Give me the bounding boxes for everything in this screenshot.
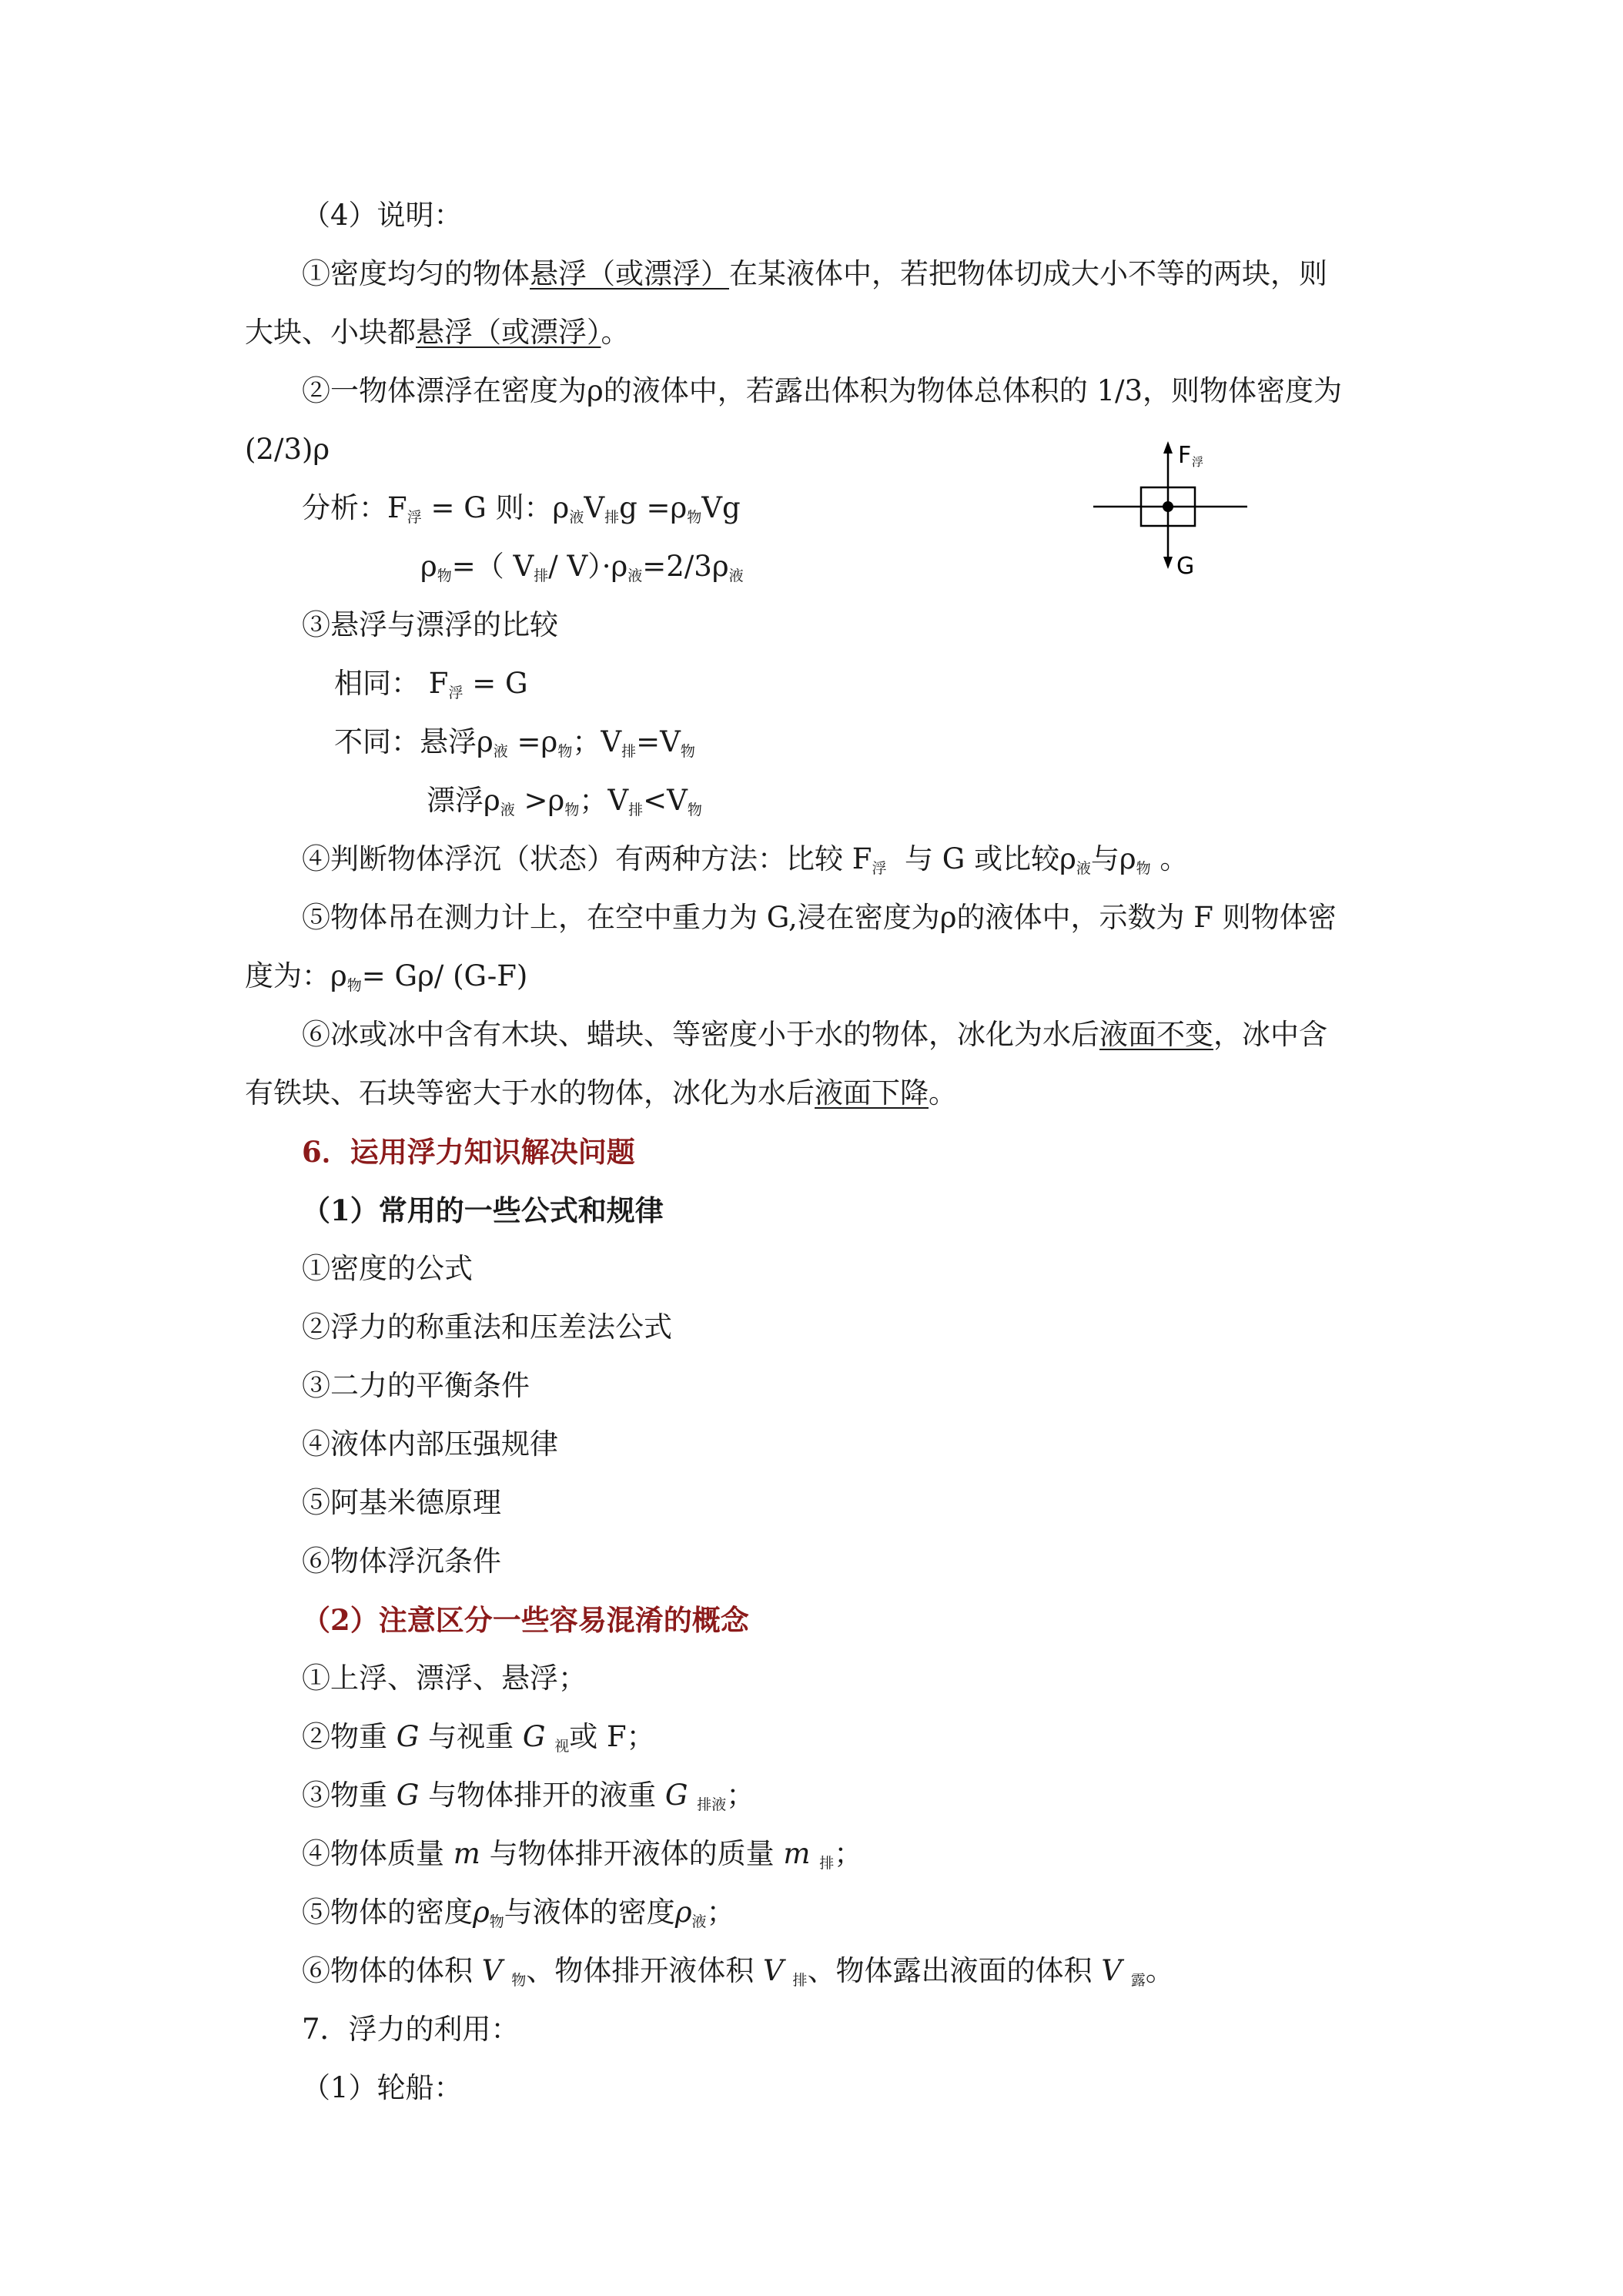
- formula-line: 相同： $F_浮 = G$: [334, 667, 528, 701]
- text: 。: [601, 316, 630, 349]
- paragraph-line: [245, 314, 630, 351]
- section-title: 6．运用浮力知识解决问题: [302, 1135, 635, 1169]
- formula-line: $\rho_物=$（ $V_排/$ $V)\cdot\rho_液=2/3\rho_液$: [420, 550, 744, 584]
- subsection-title: （2）注意区分一些容易混淆的概念: [302, 1603, 749, 1637]
- paragraph-line: [302, 256, 1327, 293]
- formula-line: 度为：$\rho_物= G\rho/$ (G-F): [245, 959, 528, 994]
- paragraph-line: ⑥冰或冰中含有木块、蜡块、等密度小于水的物体，冰化为水后液面不变，冰中含: [302, 1018, 1327, 1051]
- underlined-text: 悬浮（或漂浮）: [416, 316, 601, 349]
- section-title: 7．浮力的利用：: [302, 2013, 520, 2046]
- list-item: ⑥物体浮沉条件: [302, 1545, 501, 1578]
- list-item: ①上浮、漂浮、悬浮；: [302, 1662, 587, 1695]
- buoyancy-label: F: [1178, 442, 1192, 469]
- underlined-text: 液面下降: [815, 1076, 929, 1110]
- text: ①密度均匀的物体: [302, 257, 530, 290]
- list-item: ⑤物体的密度$\rho_物$与液体的密度$\rho_液$；: [302, 1896, 735, 1930]
- list-item: ④物体质量 m 与物体排开液体的质量 m $_排$；: [302, 1837, 863, 1872]
- subsection-title: （1）轮船：: [302, 2071, 463, 2104]
- buoyancy-sub-label: 浮: [1192, 455, 1204, 469]
- paragraph-line: ⑤物体吊在测力计上，在空中重力为 G,浸在密度为ρ的液体中，示数为 F 则物体密: [302, 901, 1337, 934]
- subsection-title: （1）常用的一些公式和规律: [302, 1193, 664, 1227]
- formula-line: 漂浮$\rho_液 >\rho_物$；$V_排<V_物$: [427, 784, 702, 818]
- formula-line: 分析：$F_浮 = G$ 则：$\rho_液V_排g =\rho_物Vg$: [302, 491, 741, 526]
- arrow-up-icon: [1163, 441, 1173, 454]
- center-dot: [1163, 501, 1173, 512]
- arrow-down-icon: [1163, 557, 1173, 569]
- underlined-text: 悬浮（或漂浮）: [530, 257, 729, 290]
- list-item: ①密度的公式: [302, 1252, 473, 1285]
- formula-line: 不同：悬浮$\rho_液 =\rho_物$；$V_排=V_物$: [334, 725, 695, 760]
- list-item: ②浮力的称重法和压差法公式: [302, 1310, 672, 1344]
- paragraph-line: ④判断物体浮沉（状态）有两种方法：比较 $F_浮$ 与 G 或比较$\rho_液$与$\rho_物$ 。: [302, 842, 1189, 877]
- paragraph-line: ③悬浮与漂浮的比较: [302, 608, 558, 641]
- text: 在某液体中，若把物体切成大小不等的两块，则: [729, 257, 1327, 290]
- paragraph-line: (2/3)ρ: [245, 433, 330, 466]
- section-heading: （4）说明：: [302, 199, 463, 232]
- paragraph-line: 有铁块、石块等密大于水的物体，冰化为水后液面下降。: [245, 1076, 957, 1110]
- list-item: ④液体内部压强规律: [302, 1427, 558, 1461]
- list-item: ③物重 G 与物体排开的液重 G $_{排液}$；: [302, 1779, 755, 1813]
- underlined-text: 液面不变: [1099, 1018, 1213, 1051]
- list-item: ③二力的平衡条件: [302, 1369, 530, 1402]
- paragraph-line: ②一物体漂浮在密度为ρ的液体中，若露出体积为物体总体积的 1/3，则物体密度为: [302, 374, 1343, 407]
- list-item: ⑥物体的体积 V $_物$、物体排开液体积 V $_排$、物体露出液面的体积 V $_露$。: [302, 1954, 1174, 1989]
- gravity-label: G: [1176, 553, 1195, 580]
- force-diagram: [1093, 435, 1247, 589]
- text: 大块、小块都: [245, 316, 416, 349]
- list-item: ②物重 G 与视重 G $_视$或 F；: [302, 1720, 655, 1755]
- list-item: ⑤阿基米德原理: [302, 1486, 501, 1519]
- force-diagram-svg: [1093, 435, 1247, 589]
